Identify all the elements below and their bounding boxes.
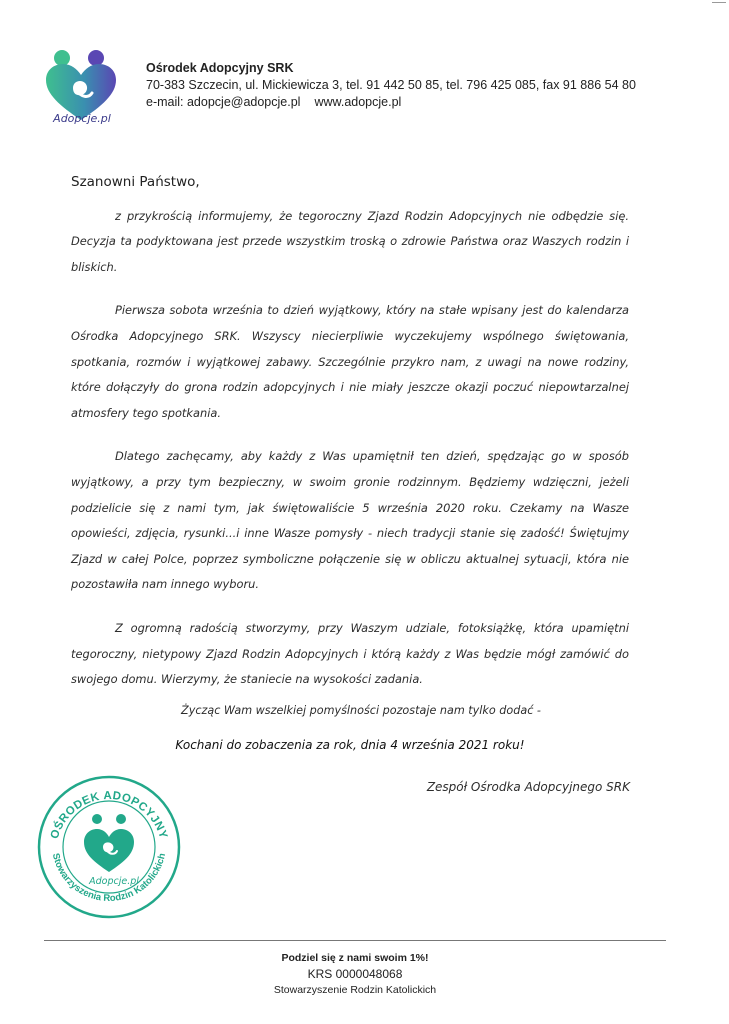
org-address: 70-383 Szczecin, ul. Mickiewicza 3, tel. 91 442 50 85, tel. 796 425 085, fax 91 886 54 80 — [146, 78, 636, 92]
organization-stamp — [34, 772, 184, 922]
contact-links — [146, 94, 636, 111]
logo-text: Adopcje.pl — [53, 112, 111, 125]
wish-line: Życząc Wam wszelkiej pomyślności pozostaje nam tylko dodać - — [181, 704, 541, 717]
scan-mark — [712, 2, 726, 3]
website-link[interactable]: www.adopcje.pl — [314, 95, 402, 109]
footer-divider — [44, 940, 666, 941]
letterhead — [146, 60, 636, 111]
paragraph-1: z przykrością informujemy, że tegoroczny Zjazd Rodzin Adopcyjnych nie odbędzie się. Decyzja ta podyktowana jest przede wszystkim troską o zdrowie Państwa oraz Waszych rodzin i bliskich. — [71, 208, 629, 274]
paragraph-3: Dlatego zachęcamy, aby każdy z Was upamiętnił ten dzień, spędzając go w sposób wyjątkowy, a przy tym bezpieczny, w swoim gronie rodzinnym. Będziemy wdzięczni, jeżeli podzielicie się z nami tym, jak świętowaliście 5 września 2020 roku. Czekamy na Wasze opowieści, zdjęcia, rysunki...i inne Wasze pomysły - niech tradycji stanie się zadość! Świętujmy Zjazd w całej Polce, poprzez symboliczne połączenie się w obliczu aktualnej sytuacji, która nie pozostawiła nam innego wyboru. — [71, 449, 629, 592]
footer — [44, 950, 666, 998]
footer-krs: KRS 0000048068 — [307, 967, 403, 981]
stamp-center-text: Adopcje.pl — [89, 876, 139, 887]
closing-line: Kochani do zobaczenia za rok, dnia 4 września 2021 roku! — [175, 738, 525, 752]
signature: Zespół Ośrodka Adopcyjnego SRK — [426, 780, 630, 794]
paragraph-4: Z ogromną radością stworzymy, przy Waszym udziale, fotoksiążkę, która upamiętni tegoroczny, nietypowy Zjazd Rodzin Adopcyjnych i którą każdy z Was będzie mógł zamówić do swojego domu. Wierzymy, że staniecie na wysokości zadania. — [71, 620, 629, 687]
footer-line-3: Stowarzyszenie Rodzin Katolickich — [273, 984, 437, 996]
letter-body — [71, 170, 629, 711]
stamp-heart-icon — [84, 814, 134, 872]
org-name: Ośrodek Adopcyjny SRK — [146, 61, 294, 75]
stamp-bottom-text: Stowarzyszenia Rodzin Katolickich — [49, 852, 169, 905]
email-link[interactable]: e-mail: adopcje@adopcje.pl — [146, 95, 301, 109]
salutation: Szanowni Państwo, — [71, 174, 200, 190]
paragraph-2: Pierwsza sobota września to dzień wyjątkowy, który na stałe wpisany jest do kalendarza Ośrodka Adopcyjnego SRK. Wszyscy niecierpliwie wyczekujemy wspólnego świętowania, spotkania, rozmów i wyjątkowej zabawy. Szczególnie przykro nam, z uwagi na nowe rodziny, które dołączyły do grona rodzin adopcyjnych i nie miały jeszcze okazji poczuć niepowtarzalnej atmosfery tego spotkania. — [71, 303, 629, 420]
stamp-top-text: OŚRODEK ADOPCYJNY — [48, 789, 170, 841]
footer-line-1: Podziel się z nami swoim 1%! — [281, 952, 429, 964]
